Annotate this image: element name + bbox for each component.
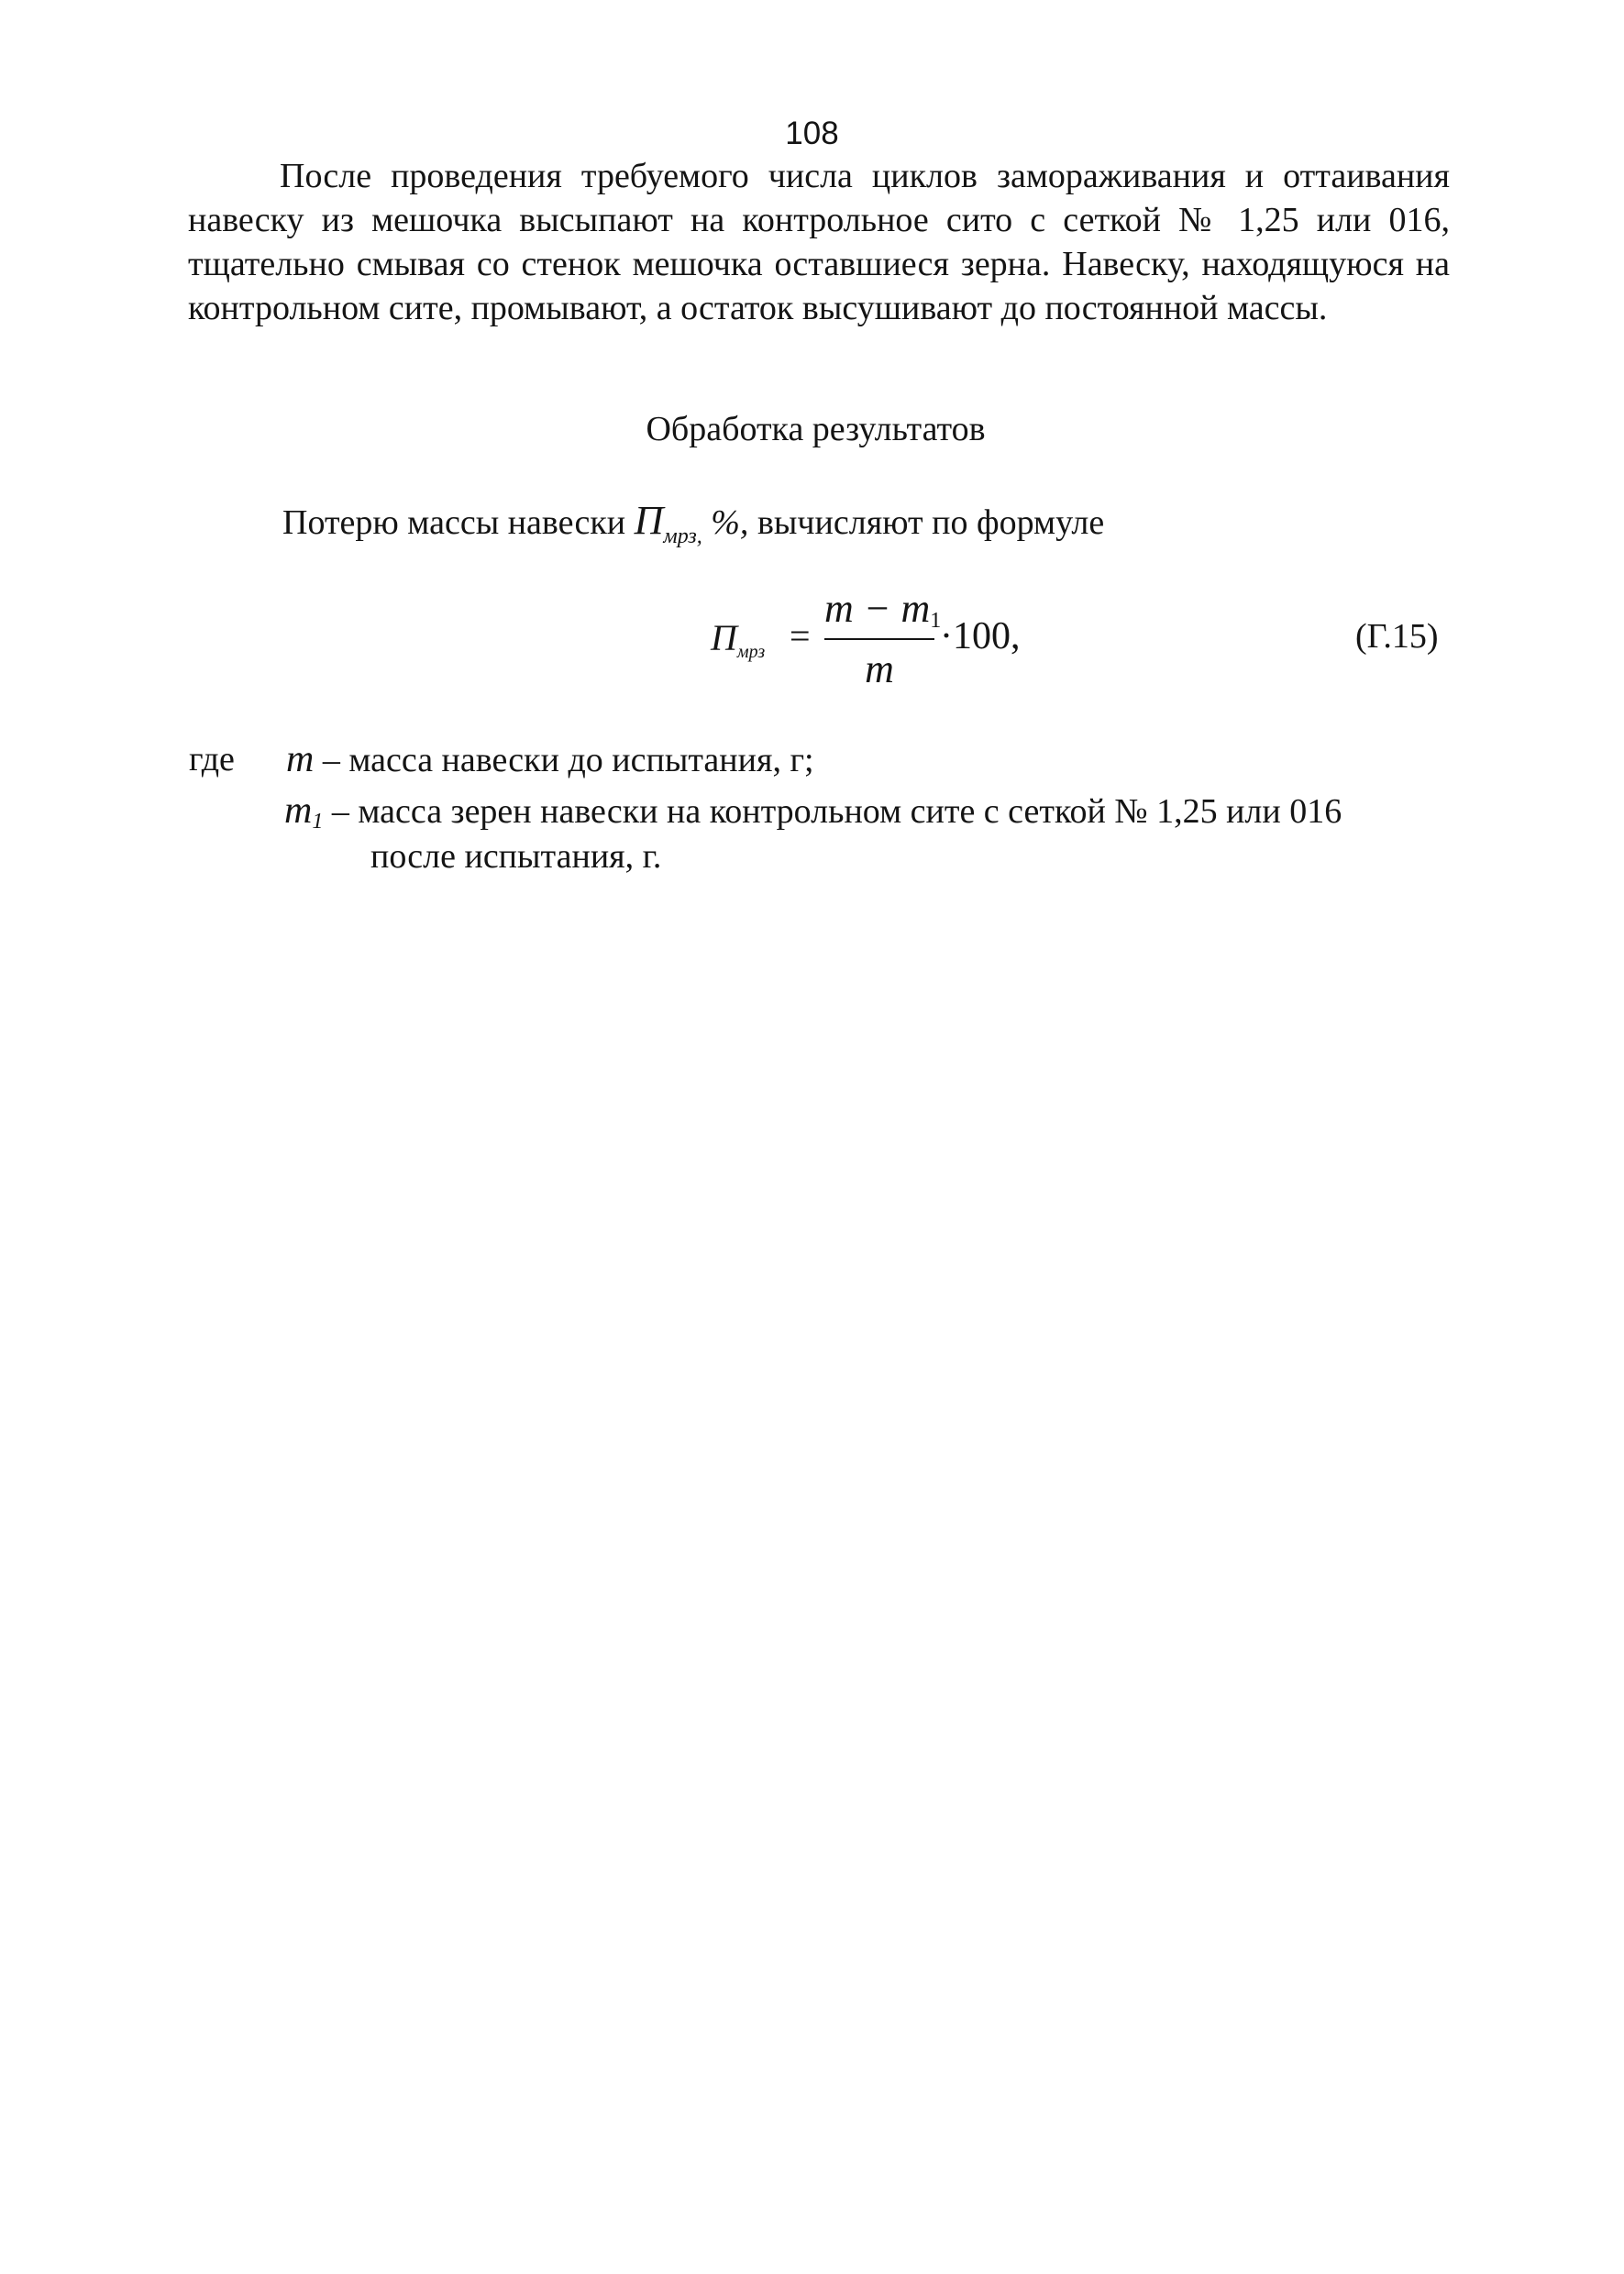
loss-symbol-subscript: мрз, — [663, 524, 702, 548]
where-label: где — [189, 740, 235, 778]
fraction-bar — [824, 638, 934, 640]
definition-m1-text: – масса зерен навески на контрольном сите с сеткой № 1,25 или 016 — [323, 792, 1342, 831]
formula-lhs-letter: П — [711, 617, 737, 658]
formula-lhs — [711, 616, 765, 663]
formula-equals: = — [790, 615, 811, 657]
formula-denominator: m — [865, 646, 894, 691]
definition-m-symbol: m — [286, 738, 315, 780]
formula-numerator-subscript: 1 — [930, 609, 942, 633]
equation-number: (Г.15) — [1355, 617, 1439, 656]
formula-numerator-text: m − m — [824, 586, 931, 631]
formula-multiplier: ·100, — [940, 615, 1021, 657]
formula-intro-prefix: Потерю массы навески — [282, 503, 635, 542]
definition-m — [286, 737, 814, 782]
loss-symbol — [634, 498, 702, 548]
definition-m1-subscript: 1 — [312, 810, 324, 833]
formula-intro — [282, 495, 1104, 562]
definition-m1-letter: m — [284, 789, 313, 832]
definition-m1-continuation: после испытания, г. — [370, 837, 662, 876]
page-number: 108 — [785, 116, 839, 151]
percent-unit: %, — [702, 503, 749, 542]
definition-m-text: – масса навески до испытания, г; — [314, 741, 814, 779]
definition-m1-symbol — [284, 789, 323, 832]
paragraph-text: После проведения требуемого числа циклов замораживания и оттаивания навеску из мешочка высыпают на контрольное сито с сеткой № 1,25 или 016, тщательно смывая со стенок мешочка оставшиеся зерна. Навеску, находящуюся на контрольном сите, промывают, а остаток высушивают до постоянной массы. — [188, 157, 1450, 327]
formula — [711, 586, 1059, 691]
formula-numerator — [824, 585, 942, 634]
body-paragraph — [188, 154, 1450, 330]
loss-symbol-letter: П — [634, 498, 664, 543]
section-heading: Обработка результатов — [646, 410, 986, 448]
formula-lhs-subscript: мрз — [736, 642, 766, 662]
formula-intro-suffix: вычисляют по формуле — [748, 503, 1105, 542]
